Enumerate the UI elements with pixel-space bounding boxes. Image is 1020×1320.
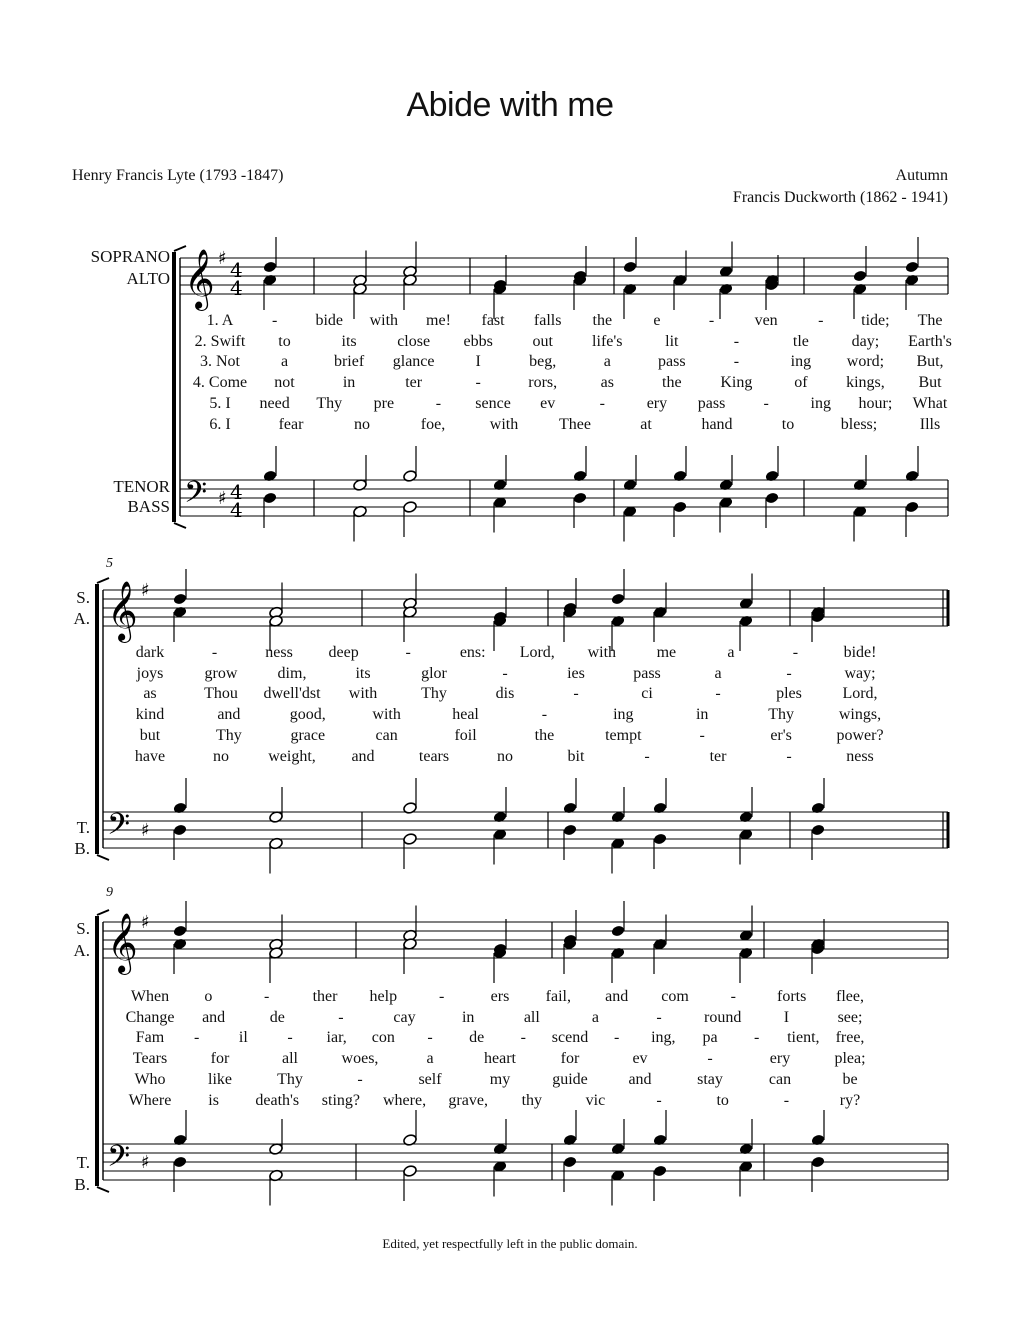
bass-note xyxy=(563,824,578,837)
bass-clef-icon: 𝄢 xyxy=(107,1140,131,1181)
bass-note xyxy=(173,824,188,837)
lyric-syllable: Thy xyxy=(316,394,343,412)
sharp-key-icon: ♯ xyxy=(141,820,150,841)
soprano-note xyxy=(173,593,188,606)
lyric-syllable: 4. Come xyxy=(192,374,248,392)
bass-clef-icon: 𝄢 xyxy=(184,476,208,517)
soprano-note xyxy=(853,270,868,283)
lyric-syllable: where, xyxy=(382,1091,427,1109)
lyric-syllable: tears xyxy=(418,747,450,765)
bass-note xyxy=(573,492,588,505)
tenor-note xyxy=(563,1134,578,1147)
tenor-note xyxy=(403,1134,418,1147)
lyric-syllable: my xyxy=(489,1070,511,1088)
lyric-syllable: - xyxy=(786,747,792,765)
lyric-syllable: joys xyxy=(136,664,164,682)
alto-label: ALTO xyxy=(126,269,170,288)
lyric-syllable: kings, xyxy=(846,374,885,392)
lyric-syllable: sting? xyxy=(321,1091,361,1109)
lyric-syllable: Fam xyxy=(135,1029,165,1047)
lyric-syllable: word; xyxy=(846,353,885,371)
lyric-syllable: thy xyxy=(521,1091,543,1109)
lyric-syllable: no xyxy=(497,747,513,765)
lyric-syllable: pass xyxy=(658,353,686,371)
lyric-syllable: help xyxy=(369,988,398,1005)
lyric-syllable: Lord, xyxy=(519,644,555,661)
sharp-key-icon: ♯ xyxy=(141,1152,150,1173)
tenor-note xyxy=(403,802,418,815)
a-label-3: A. xyxy=(73,941,90,960)
lyric-syllable: me xyxy=(656,644,677,661)
lyric-syllable: - xyxy=(405,644,411,661)
lyric-syllable: - xyxy=(193,1029,200,1047)
lyric-syllable: me! xyxy=(426,312,451,329)
sharp-key-icon: ♯ xyxy=(218,488,227,509)
lyric-syllable: in xyxy=(461,1008,475,1026)
lyric-syllable: - xyxy=(599,394,605,412)
lyric-syllable: Thy xyxy=(277,1070,303,1088)
lyric-syllable: good, xyxy=(289,706,326,724)
lyric-syllable: - xyxy=(783,1091,790,1109)
lyric-syllable: ven xyxy=(754,312,778,329)
lyric-syllable: er's xyxy=(770,726,792,744)
bass-note xyxy=(403,1165,418,1178)
lyric-syllable: close xyxy=(397,332,431,350)
lyric-syllable: - xyxy=(715,685,721,703)
tenor-note xyxy=(173,1134,188,1147)
lyric-syllable: ens: xyxy=(459,644,486,661)
s-label-2: S. xyxy=(76,588,90,607)
lyric-syllable: to xyxy=(716,1091,729,1109)
lyric-syllable: can xyxy=(375,726,398,744)
lyric-syllable: Lord, xyxy=(842,685,878,703)
lyric-syllable: wings, xyxy=(838,706,882,724)
lyric-syllable: ples xyxy=(776,685,802,703)
lyric-syllable: power? xyxy=(836,726,884,744)
lyric-syllable: with xyxy=(587,644,617,661)
lyric-syllable: no xyxy=(354,415,370,433)
lyric-syllable: But xyxy=(918,374,942,392)
soprano-note xyxy=(263,261,278,274)
lyric-syllable: pre xyxy=(373,394,395,412)
lyric-syllable: and xyxy=(605,988,629,1005)
lyric-syllable: a xyxy=(591,1008,599,1026)
lyric-syllable: Tears xyxy=(132,1050,168,1068)
lyric-syllable: a xyxy=(727,644,735,661)
lyric-syllable: and xyxy=(628,1070,652,1088)
lyric-syllable: the xyxy=(534,726,555,744)
treble-clef-icon: 𝄞 xyxy=(184,249,215,309)
lyric-syllable: rors, xyxy=(528,374,558,392)
lyric-syllable: bit xyxy=(567,747,585,765)
lyric-syllable: con xyxy=(371,1029,395,1047)
lyric-syllable: de xyxy=(469,1029,485,1047)
tenor-note xyxy=(653,1134,668,1147)
lyric-syllable: - xyxy=(733,353,740,371)
composer-credit: Francis Duckworth (1862 - 1941) xyxy=(732,189,948,206)
lyric-syllable: ery xyxy=(646,394,668,412)
lyric-syllable: - xyxy=(644,747,650,765)
lyric-syllable: - xyxy=(733,332,740,350)
lyric-syllable: and xyxy=(217,706,241,724)
bass-note xyxy=(811,824,826,837)
lyric-syllable: - xyxy=(699,726,705,744)
lyric-syllable: - xyxy=(708,312,715,329)
measure-number-9: 9 xyxy=(106,885,113,900)
lyric-syllable: 1. A xyxy=(206,312,234,329)
bass-note xyxy=(653,833,668,846)
lyric-syllable: ry? xyxy=(839,1091,861,1109)
sharp-key-icon: ♯ xyxy=(141,580,150,601)
lyric-syllable: glance xyxy=(392,353,435,371)
bass-note xyxy=(263,492,278,505)
lyric-syllable: can xyxy=(768,1070,792,1088)
lyric-syllable: to xyxy=(278,332,291,350)
lyric-syllable: 5. I xyxy=(209,394,231,412)
b-label-2: B. xyxy=(74,839,90,858)
lyric-syllable: com xyxy=(661,988,689,1005)
lyric-syllable: Thy xyxy=(421,685,447,703)
lyric-syllable: forts xyxy=(776,988,807,1005)
lyric-syllable: and xyxy=(202,1008,226,1026)
lyric-syllable: out xyxy=(532,332,553,350)
lyric-syllable: foe, xyxy=(420,415,446,433)
lyric-syllable: stay xyxy=(697,1070,723,1088)
lyric-syllable: - xyxy=(338,1008,344,1026)
lyric-syllable: - xyxy=(502,664,508,682)
bass-note xyxy=(653,1165,668,1178)
lyric-syllable: fail, xyxy=(545,988,571,1005)
lyric-syllable: e xyxy=(653,312,661,329)
lyric-syllable: - xyxy=(792,644,799,661)
lyric-syllable: see; xyxy=(837,1008,863,1026)
lyric-syllable: cay xyxy=(393,1008,416,1026)
lyric-syllable: all xyxy=(282,1050,298,1068)
tenor-note xyxy=(811,1134,826,1147)
lyric-syllable: with xyxy=(372,706,401,724)
a-label-2: A. xyxy=(73,609,90,628)
lyric-syllable: - xyxy=(435,394,442,412)
lyric-syllable: Thee xyxy=(559,415,591,433)
lyric-syllable: ies xyxy=(567,664,585,682)
soprano-note xyxy=(611,925,626,938)
lyric-syllable: ness xyxy=(846,747,874,765)
lyric-syllable: ci xyxy=(641,685,653,703)
lyric-syllable: 6. I xyxy=(209,415,231,433)
lyric-syllable: - xyxy=(271,312,278,329)
tenor-note xyxy=(263,470,278,483)
lyric-syllable: bide xyxy=(315,312,343,329)
lyric-syllable: - xyxy=(357,1070,363,1088)
lyric-syllable: Earth's xyxy=(908,332,952,350)
lyric-syllable: of xyxy=(794,374,808,392)
lyric-syllable: sence xyxy=(475,394,511,412)
lyric-syllable: - xyxy=(541,706,548,724)
treble-clef-icon: 𝄞 xyxy=(107,913,138,973)
lyric-syllable: ev xyxy=(632,1050,648,1068)
lyric-syllable: ing xyxy=(790,353,812,371)
lyric-syllable: But, xyxy=(916,353,944,371)
lyric-syllable: King xyxy=(720,374,753,392)
bass-note xyxy=(563,1156,578,1169)
lyric-syllable: ers xyxy=(490,988,510,1005)
lyric-syllable: Where xyxy=(128,1091,172,1109)
bass-note xyxy=(173,1156,188,1169)
lyric-syllable: Thy xyxy=(215,726,242,744)
time-sig-icon: 4 xyxy=(230,480,243,504)
lyric-syllable: pa xyxy=(702,1029,718,1047)
bass-note xyxy=(905,501,920,514)
lyric-syllable: deep xyxy=(328,644,359,661)
lyric-syllable: brief xyxy=(333,353,365,371)
lyric-syllable: falls xyxy=(533,312,562,329)
lyric-syllable: Ills xyxy=(919,415,941,433)
lyric-syllable: bless; xyxy=(840,415,878,433)
lyric-syllable: kind xyxy=(135,706,165,724)
bass-note xyxy=(673,501,688,514)
lyric-syllable: hand xyxy=(701,415,733,433)
lyric-syllable: no xyxy=(213,747,229,765)
lyric-syllable: 3. Not xyxy=(200,353,240,371)
lyric-syllable: - xyxy=(211,644,218,661)
lyric-syllable: bide! xyxy=(843,644,877,661)
lyric-syllable: The xyxy=(917,312,943,329)
lyric-syllable: vic xyxy=(585,1091,606,1109)
lyric-syllable: ery xyxy=(769,1050,791,1068)
lyric-syllable: for xyxy=(210,1050,230,1068)
lyric-syllable: il xyxy=(238,1029,248,1047)
lyric-syllable: dark xyxy=(135,644,165,661)
tenor-note xyxy=(173,802,188,815)
lyric-syllable: heart xyxy=(484,1050,516,1068)
tenor-note xyxy=(653,802,668,815)
lyric-syllable: its xyxy=(341,332,357,350)
lyric-syllable: iar, xyxy=(326,1029,347,1047)
lyric-syllable: ing xyxy=(810,394,831,412)
soprano-note xyxy=(173,925,188,938)
soprano-note xyxy=(611,593,626,606)
lyric-syllable: have xyxy=(134,747,166,765)
lyric-syllable: for xyxy=(560,1050,580,1068)
sharp-key-icon: ♯ xyxy=(141,912,150,933)
time-sig-icon: 4 xyxy=(230,498,243,522)
lyric-syllable: woes, xyxy=(341,1050,379,1068)
soprano-note xyxy=(905,261,920,274)
lyric-syllable: not xyxy=(274,374,295,392)
lyric-syllable: pass xyxy=(633,664,661,682)
footer-note: Edited, yet respectfully left in the public domain. xyxy=(382,1236,638,1251)
lyric-syllable: heal xyxy=(452,706,479,724)
lyric-syllable: ing xyxy=(613,706,634,724)
tenor-note xyxy=(811,802,826,815)
lyric-syllable: lit xyxy=(665,332,679,350)
lyric-syllable: dim, xyxy=(277,664,307,682)
lyric-syllable: fear xyxy=(278,415,304,433)
bass-note xyxy=(765,492,780,505)
time-sig-icon: 4 xyxy=(230,276,243,300)
lyric-syllable: all xyxy=(523,1008,540,1026)
tenor-note xyxy=(403,470,418,483)
lyric-syllable: - xyxy=(287,1029,293,1047)
lyric-syllable: flee, xyxy=(836,988,864,1005)
lyric-syllable: de xyxy=(269,1008,285,1026)
lyric-syllable: the xyxy=(592,312,613,329)
lyric-syllable: Thou xyxy=(204,685,238,703)
lyric-syllable: free, xyxy=(835,1029,865,1047)
lyric-syllable: day; xyxy=(851,332,880,350)
lyric-syllable: with xyxy=(489,415,519,433)
lyric-syllable: in xyxy=(342,374,356,392)
bass-note xyxy=(811,1156,826,1169)
lyric-syllable: ing, xyxy=(651,1029,676,1047)
lyric-syllable: need xyxy=(259,394,290,412)
lyric-syllable: its xyxy=(355,664,371,682)
lyric-syllable: - xyxy=(613,1029,620,1047)
lyric-syllable: When xyxy=(130,988,170,1005)
lyric-syllable: Change xyxy=(125,1008,175,1026)
lyric-syllable: a xyxy=(280,353,289,371)
soprano-label: SOPRANO xyxy=(90,247,170,266)
lyric-syllable: death's xyxy=(255,1091,300,1109)
lyric-syllable: dwell'dst xyxy=(263,685,321,703)
lyric-syllable: o xyxy=(204,988,213,1005)
b-label-3: B. xyxy=(74,1175,90,1194)
lyric-syllable: glor xyxy=(421,664,447,682)
lyric-syllable: a xyxy=(603,353,611,371)
lyric-syllable: be xyxy=(842,1070,858,1088)
lyric-syllable: like xyxy=(208,1070,232,1088)
bass-clef-icon: 𝄢 xyxy=(107,808,131,849)
lyric-syllable: - xyxy=(520,1029,526,1047)
lyric-syllable: dis xyxy=(495,685,515,703)
lyric-syllable: beg, xyxy=(529,353,557,371)
tenor-label: TENOR xyxy=(113,477,170,496)
tenor-note xyxy=(905,470,920,483)
lyric-syllable: - xyxy=(818,312,824,329)
t-label-2: T. xyxy=(76,818,90,837)
lyric-syllable: Thy xyxy=(768,706,794,724)
lyric-syllable: ev xyxy=(540,394,556,412)
t-label-3: T. xyxy=(76,1153,90,1172)
lyric-syllable: ther xyxy=(312,988,338,1005)
lyric-syllable: - xyxy=(438,988,445,1005)
lyric-syllable: - xyxy=(763,394,769,412)
s-label-3: S. xyxy=(76,919,90,938)
bass-label: BASS xyxy=(127,497,170,516)
lyric-syllable: tient, xyxy=(787,1029,820,1047)
lyric-syllable: weight, xyxy=(268,747,316,765)
lyric-syllable: but xyxy=(139,726,161,744)
tenor-note xyxy=(563,802,578,815)
lyric-syllable: - xyxy=(656,1091,662,1109)
lyric-syllable: grave, xyxy=(448,1091,488,1109)
lyric-syllable: plea; xyxy=(834,1050,866,1068)
lyric-syllable: hour; xyxy=(858,394,893,412)
lyric-syllable: a xyxy=(426,1050,434,1068)
bass-note xyxy=(403,833,418,846)
lyric-syllable: grow xyxy=(204,664,238,682)
lyric-syllable: - xyxy=(656,1008,662,1026)
lyric-syllable: at xyxy=(640,415,652,433)
lyric-syllable: grace xyxy=(290,726,326,744)
lyric-syllable: pass xyxy=(697,394,726,412)
lyric-syllable: - xyxy=(475,374,481,392)
lyric-syllable: as xyxy=(143,685,157,703)
lyric-syllable: guide xyxy=(552,1070,588,1088)
time-sig-icon: 4 xyxy=(230,258,243,282)
lyric-syllable: foil xyxy=(454,726,477,744)
lyric-syllable: - xyxy=(730,988,736,1005)
text-credit: Henry Francis Lyte (1793 -1847) xyxy=(72,167,284,184)
sharp-key-icon: ♯ xyxy=(218,248,227,269)
lyric-syllable: tempt xyxy=(605,726,642,744)
lyric-syllable: I xyxy=(475,353,481,371)
lyric-syllable: I xyxy=(783,1008,790,1026)
lyric-syllable: self xyxy=(418,1070,442,1088)
lyric-syllable: tide; xyxy=(861,312,890,329)
lyric-syllable: ter xyxy=(405,374,423,392)
lyric-syllable: a xyxy=(714,664,722,682)
lyric-syllable: way; xyxy=(844,664,876,682)
lyric-syllable: is xyxy=(208,1091,219,1109)
soprano-note xyxy=(623,261,638,274)
lyric-syllable: 2. Swift xyxy=(194,332,246,350)
lyric-syllable: tle xyxy=(792,332,809,350)
lyric-syllable: - xyxy=(753,1029,760,1047)
lyric-syllable: ebbs xyxy=(463,332,493,350)
lyric-syllable: - xyxy=(786,664,792,682)
treble-clef-icon: 𝄞 xyxy=(107,581,138,641)
lyric-syllable: to xyxy=(781,415,795,433)
lyric-syllable: in xyxy=(695,706,709,724)
lyric-syllable: the xyxy=(662,374,682,392)
lyric-syllable: life's xyxy=(592,332,623,350)
tenor-note xyxy=(765,470,780,483)
lyric-syllable: - xyxy=(707,1050,713,1068)
lyric-syllable: - xyxy=(263,988,270,1005)
lyric-syllable: fast xyxy=(481,312,505,329)
lyric-syllable: and xyxy=(351,747,375,765)
lyric-syllable: as xyxy=(600,374,614,392)
lyric-syllable: - xyxy=(427,1029,433,1047)
lyric-syllable: round xyxy=(704,1008,742,1026)
lyric-syllable: - xyxy=(573,685,579,703)
lyric-syllable: ter xyxy=(709,747,727,765)
tenor-note xyxy=(573,470,588,483)
tenor-note xyxy=(673,470,688,483)
bass-note xyxy=(403,501,418,514)
lyric-syllable: What xyxy=(912,394,948,412)
measure-number-5: 5 xyxy=(106,556,113,571)
lyric-syllable: with xyxy=(348,685,378,703)
lyric-syllable: Who xyxy=(134,1070,166,1088)
page-title: Abide with me xyxy=(406,86,614,124)
lyric-syllable: with xyxy=(369,312,399,329)
lyric-syllable: ness xyxy=(265,644,293,661)
lyric-syllable: scend xyxy=(551,1029,589,1047)
tune-name: Autumn xyxy=(895,167,948,184)
